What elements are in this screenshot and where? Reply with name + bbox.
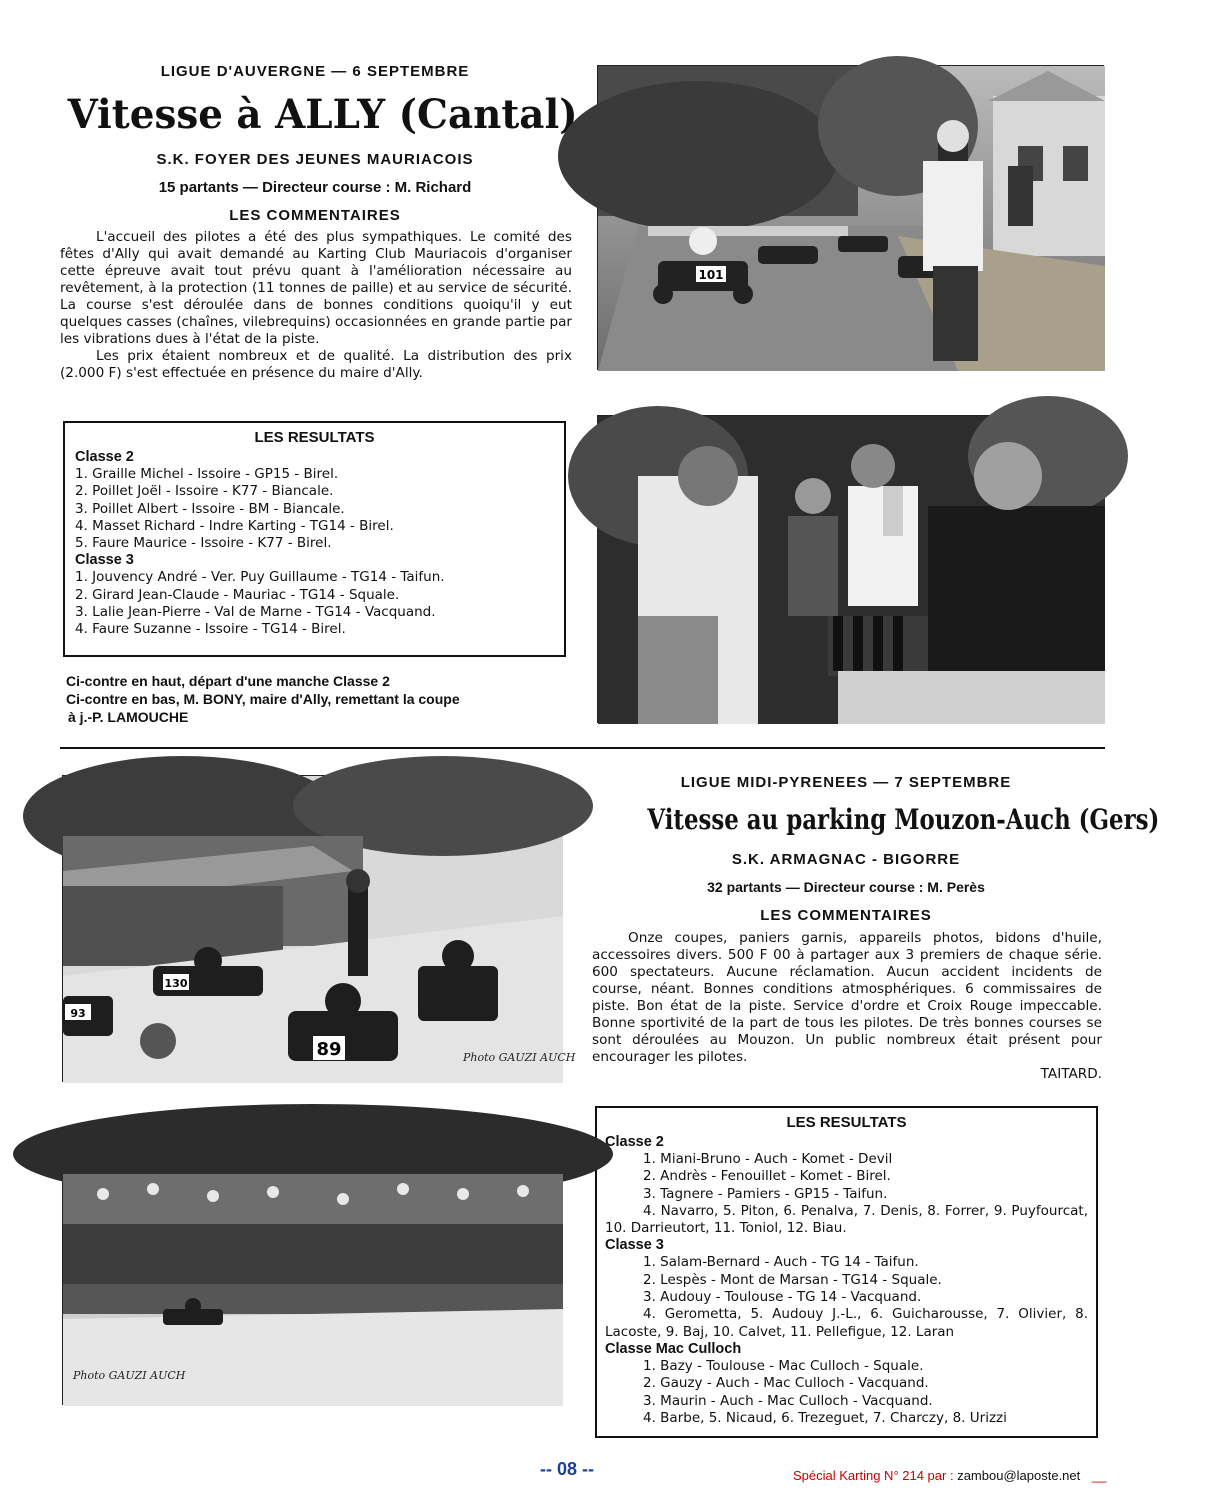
trophy-ceremony-photo	[597, 415, 1104, 723]
mouzon-crowd-image	[63, 1134, 563, 1406]
kart-race-start-photo	[597, 65, 1104, 370]
bottom-results-heading: LES RESULTATS	[786, 1114, 907, 1131]
page-number: -- 08 --	[540, 1459, 594, 1479]
trophy-ceremony-image	[598, 416, 1105, 724]
kart-race-start-image	[598, 66, 1105, 371]
mouzon-crowd-photo	[62, 1133, 562, 1405]
footer-email[interactable]: zambou@laposte.net	[957, 1468, 1081, 1483]
bottom-comment-paragraph: Onze coupes, paniers garnis, appareils photos, bidons d'huile, accessoires divers. 500 F 00 à partager aux 3 premiers de chaque série. 600 spectateurs. Aucune réclamation. Aucun accident incidents de course, néant. Bonnes conditions atmosphériques. 6 commissaires de piste. Bon état de la piste. Service d'ordre et Croix Rouge impeccable. Bonne sportivité de la part de tous les pilotes. De très bonnes courses se sont déroulées au Mouzon. Un public nombreux était présent pour encourager les pilotes.	[592, 930, 1102, 1065]
caption-line: Ci-contre en bas, M. BONY, maire d'Ally, remettant la coupe	[66, 691, 460, 707]
mouzon-race-photo	[62, 775, 576, 1082]
top-results-heading: LES RESULTATS	[254, 429, 375, 446]
kart-number: 93	[70, 1007, 86, 1020]
bottom-comments-heading: LES COMMENTAIRES	[760, 907, 932, 924]
top-comment-paragraph: L'accueil des pilotes a été des plus sympathiques. Le comité des fêtes d'Ally qui avait demandé au Karting Club Mauriacois d'organiser cette épreuve avait tout prévu quant à l'amélioration nécessaire au revêtement, à la protection (11 tonnes de paille) et au service de sécurité. La course s'est déroulée dans de bonnes conditions quoiqu'il y eut quelques casses (chaînes, vilebrequins) occasionnées en grande partie par les vibrations dues à l'état de la piste.	[60, 229, 572, 347]
kart-number: 130	[164, 977, 188, 990]
caption-line: Ci-contre en haut, départ d'une manche Classe 2	[66, 673, 390, 689]
footer-trail: __	[1091, 1468, 1107, 1483]
top-headline: Vitesse à ALLY (Cantal)	[67, 91, 578, 138]
bottom-classe2-label: Classe 2	[605, 1134, 664, 1150]
result-row: 5. Faure Maurice - Issoire - K77 - Birel.	[75, 535, 332, 552]
top-classe2-label: Classe 2	[75, 449, 134, 465]
bottom-comments	[592, 930, 1102, 1083]
result-row-wrapped: 4. Gerometta, 5. Audouy J.-L., 6. Guicharousse, 7. Olivier, 8. Lacoste, 9. Baj, 10. Calvet, 11. Pellefigue, 12. Laran	[605, 1306, 1088, 1340]
top-comment-paragraph: Les prix étaient nombreux et de qualité. La distribution des prix (2.000 F) s'est effectuée en présence du maire d'Ally.	[60, 348, 572, 381]
top-results-box	[63, 421, 566, 657]
result-row: 1. Jouvency André - Ver. Puy Guillaume - TG14 - Taifun.	[75, 569, 445, 586]
result-row: 1. Salam-Bernard - Auch - TG 14 - Taifun.	[643, 1254, 919, 1271]
bottom-organizer: S.K. ARMAGNAC - BIGORRE	[731, 851, 961, 868]
result-row: 3. Lalie Jean-Pierre - Val de Marne - TG14 - Vacquand.	[75, 604, 436, 621]
bottom-kicker: LIGUE MIDI-PYRENEES — 7 SEPTEMBRE	[680, 774, 1012, 791]
result-row: 2. Andrès - Fenouillet - Komet - Birel.	[643, 1168, 891, 1185]
top-organizer: S.K. FOYER DES JEUNES MAURIACOIS	[156, 151, 474, 168]
bottom-classe3-label: Classe 3	[605, 1237, 664, 1254]
result-row: 2. Girard Jean-Claude - Mauriac - TG14 - Squale.	[75, 586, 400, 603]
photo-credit: Photo GAUZI AUCH	[73, 1369, 186, 1382]
section-divider	[60, 747, 1105, 749]
result-row: 2. Lespès - Mont de Marsan - TG14 - Squale.	[643, 1271, 942, 1288]
kart-number: 101	[698, 268, 724, 282]
result-row: 4. Masset Richard - Indre Karting - TG14 - Birel.	[75, 517, 394, 534]
mouzon-race-image	[63, 776, 576, 1083]
result-row: 4. Faure Suzanne - Issoire - TG14 - Birel.	[75, 621, 346, 638]
result-row: 1. Graille Michel - Issoire - GP15 - Birel.	[75, 466, 339, 482]
result-row-wrapped: 4. Navarro, 5. Piton, 6. Penalva, 7. Denis, 8. Forrer, 9. Puyfourcat, 10. Darrieutort, 11. Toniol, 12. Biau.	[605, 1202, 1088, 1237]
result-row: 2. Poillet Joël - Issoire - K77 - Biancale.	[75, 483, 334, 500]
bottom-results-box	[595, 1106, 1098, 1438]
result-row: 1. Bazy - Toulouse - Mac Culloch - Squale.	[643, 1357, 924, 1374]
bottom-classe-mc-label: Classe Mac Culloch	[605, 1340, 742, 1357]
photo-credit: Photo GAUZI AUCH	[463, 1051, 576, 1064]
top-race-info: 15 partants — Directeur course : M. Richard	[158, 179, 472, 196]
top-kicker: LIGUE D'AUVERGNE — 6 SEPTEMBRE	[160, 63, 470, 80]
result-row: 1. Miani-Bruno - Auch - Komet - Devil	[643, 1151, 893, 1167]
bottom-signature: TAITARD.	[1040, 1066, 1102, 1082]
result-row: 3. Poillet Albert - Issoire - BM - Biancale.	[75, 500, 345, 517]
result-row: 2. Gauzy - Auch - Mac Culloch - Vacquand.	[643, 1375, 929, 1392]
bottom-headline: Vitesse au parking Mouzon-Auch (Gers)	[647, 803, 1160, 836]
result-row: 3. Maurin - Auch - Mac Culloch - Vacquand.	[643, 1392, 933, 1409]
result-row: 3. Audouy - Toulouse - TG 14 - Vacquand.	[643, 1289, 922, 1306]
footer-credit-label: Spécial Karting N° 214 par :	[793, 1468, 954, 1483]
top-classe3-label: Classe 3	[75, 552, 134, 569]
result-row: 3. Tagnere - Pamiers - GP15 - Taifun.	[643, 1185, 888, 1202]
caption-line: à j.-P. LAMOUCHE	[68, 709, 189, 725]
top-comments	[60, 229, 572, 382]
top-photo-caption	[66, 672, 571, 726]
footer-credit	[793, 1468, 1106, 1483]
top-comments-heading: LES COMMENTAIRES	[229, 207, 401, 224]
bottom-race-info: 32 partants — Directeur course : M. Perès	[707, 879, 985, 895]
kart-number: 89	[316, 1039, 342, 1060]
result-row: 4. Barbe, 5. Nicaud, 6. Trezeguet, 7. Charczy, 8. Urizzi	[643, 1409, 1007, 1426]
